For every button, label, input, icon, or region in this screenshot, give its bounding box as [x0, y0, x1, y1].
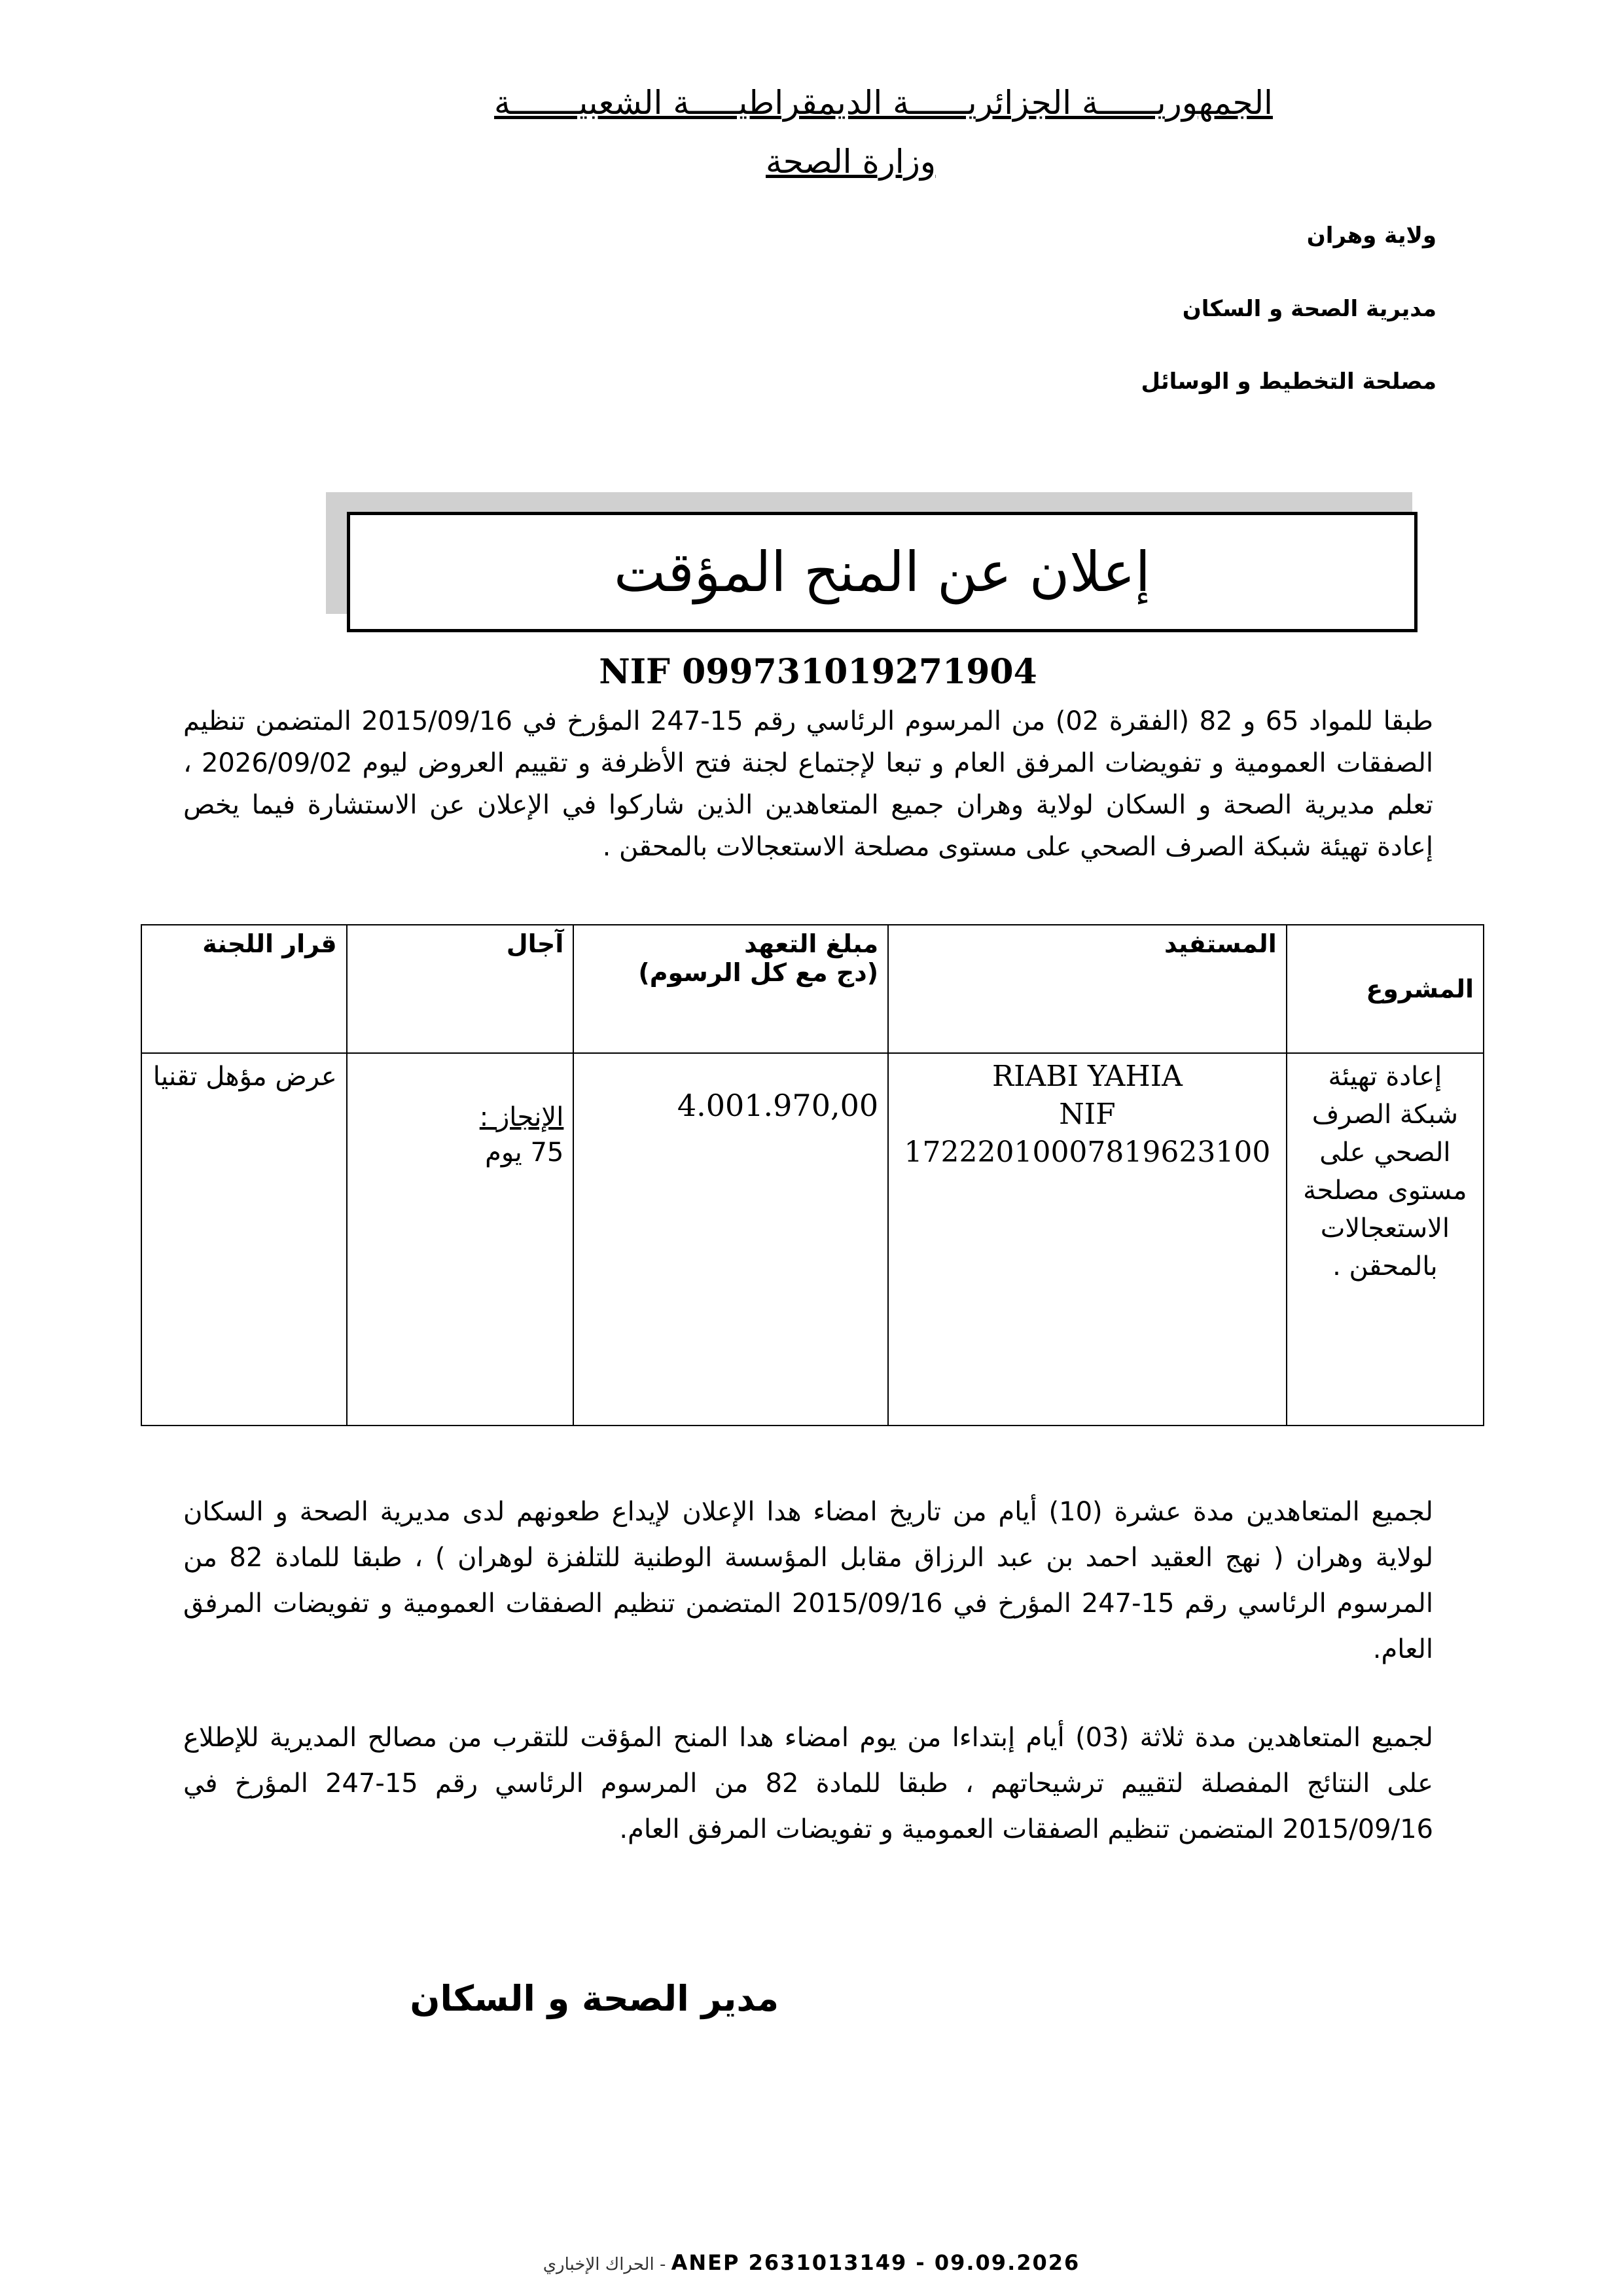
service-label: مصلحة التخطيط و الوسائل — [1141, 368, 1436, 395]
table-row — [141, 1053, 1484, 1426]
beneficiary-nif: 17222010007819623100 — [904, 1136, 1271, 1169]
cell-decision — [141, 1053, 347, 1426]
republic-heading: الجمهوريــــــة الجزائريــــــة الديمقراطيـــــة الشعبيـــــــة — [494, 84, 1273, 122]
cell-project — [1287, 1053, 1484, 1426]
beneficiary-nif-label: NIF — [1059, 1098, 1116, 1131]
wilaya-label: ولاية وهران — [1306, 223, 1436, 249]
footer-source: الحراك الإخباري - — [543, 2255, 671, 2274]
appeal-paragraph: لجميع المتعاهدين مدة عشرة (10) أيام من تاريخ امضاء هدا الإعلان لإيداع طعونهم لدى مديرية الصحة و السكان لولاية وهران ( نهج العقيد احمد بن عبد الرزاق مقابل المؤسسة الوطنية للتلفزة لوهران ) ، طبقا للمادة 82 من المرسوم الرئاسي رقم 15-247 المؤرخ في 2015/09/16 المتضمن تنظيم الصفقات العمومية و تفويضات المرفق العام. — [183, 1497, 1434, 1664]
delay-label: الإنجاز : — [479, 1102, 564, 1132]
header-delay: آجال — [347, 925, 574, 1053]
footer-anep-ref: ANEP 2631013149 - 09.09.2026 — [671, 2250, 1080, 2275]
header-amount-line1: مبلغ التعهد — [744, 929, 879, 958]
header-beneficiary: المستفيد — [888, 925, 1287, 1053]
header-amount-line2: (دج مع كل الرسوم) — [638, 958, 879, 987]
footer — [0, 2250, 1623, 2275]
page-title: إعلان عن المنح المؤقت — [613, 540, 1151, 604]
header-amount — [573, 925, 888, 1053]
ministry-heading: وزارة الصحة — [766, 143, 936, 181]
header-project: المشروع — [1287, 925, 1484, 1053]
cell-delay — [347, 1053, 574, 1426]
results-paragraph: لجميع المتعاهدين مدة ثلاثة (03) أيام إبتداءا من يوم امضاء هدا المنح المؤقت للتقرب من مصالح المديرية للإطلاع على النتائج المفصلة لتقييم ترشيحاتهم ، طبقا للمادة 82 من المرسوم الرئاسي رقم 15-247 المؤرخ في 2015/09/16 المتضمن تنظيم الصفقات العمومية و تفويضات المرفق العام. — [183, 1723, 1434, 1844]
table-header-row — [141, 925, 1484, 1053]
signature-title: مدير الصحة و السكان — [410, 1978, 779, 2019]
award-table — [141, 924, 1484, 1426]
delay-value: 75 يوم — [485, 1138, 564, 1168]
project-description: إعادة تهيئة شبكة الصرف الصحي على مستوى مصلحة الاستعجالات بالمحقن . — [1303, 1062, 1467, 1282]
nif-number: NIF 099731019271904 — [599, 652, 1037, 692]
header-decision: قرار اللجنة — [141, 925, 347, 1053]
amount-value: 4.001.970,00 — [677, 1088, 879, 1123]
cell-beneficiary — [888, 1053, 1287, 1426]
direction-label: مديرية الصحة و السكان — [1182, 296, 1436, 322]
beneficiary-name: RIABI YAHIA — [991, 1060, 1183, 1093]
cell-amount — [573, 1053, 888, 1426]
intro-paragraph: طبقا للمواد 65 و 82 (الفقرة 02) من المرسوم الرئاسي رقم 15-247 المؤرخ في 2015/09/16 المتضمن تنظيم الصفقات العمومية و تفويضات المرفق العام و تبعا لإجتماع لجنة فتح الأظرفة و تقييم العروض ليوم 2026/09/02 ، تعلم مديرية الصحة و السكان لولاية وهران جميع المتعاهدين الذين شاركوا في الإعلان عن الاستشارة فيما يخص إعادة تهيئة شبكة الصرف الصحي على مستوى مصلحة الاستعجالات بالمحقن . — [183, 706, 1434, 862]
title-box — [347, 512, 1418, 632]
decision-value: عرض مؤهل تقنيا — [152, 1062, 337, 1092]
